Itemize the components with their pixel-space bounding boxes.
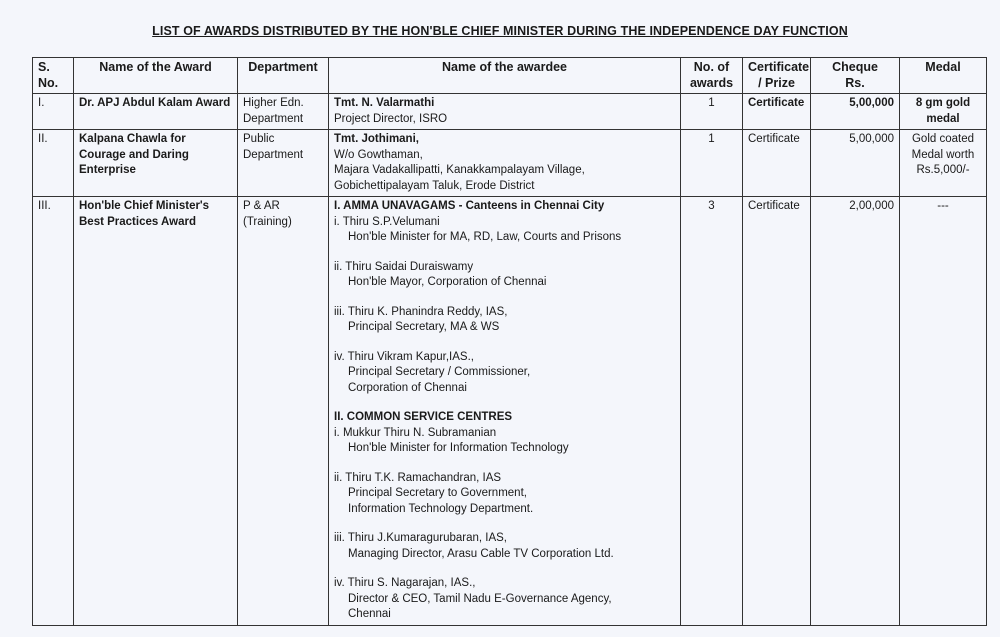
awardee-name: iii. Thiru K. Phanindra Reddy, IAS, [334,305,508,318]
cell-awardee [329,130,681,197]
awardee-line: Principal Secretary / Commissioner, [348,366,531,378]
awardee-name: i. Thiru S.P.Velumani [334,215,440,228]
awardee-line: Hon'ble Minister for Information Technology [348,442,569,454]
cell-department: Higher Edn. Department [238,94,329,130]
awardee-line: Corporation of Chennai [348,381,467,394]
awardee-name: iii. Thiru J.Kumaragurubaran, IAS, [334,532,508,544]
cell-medal: 8 gm gold medal [900,94,987,130]
cell-department: P & AR (Training) [238,197,329,626]
cell-certificate: Certificate [743,94,811,130]
awardee-entry [334,305,675,336]
awardee-line: Project Director, ISRO [334,112,448,125]
awardee-name: Tmt. Jothimani, [334,133,419,145]
cell-certificate: Certificate [743,130,811,197]
awardee-line: Majara Vadakallipatti, Kanakkampalayam Village, [334,164,585,176]
cell-award: Hon'ble Chief Minister's Best Practices Award [74,197,238,626]
awardee-line: Hon'ble Minister for MA, RD, Law, Courts and Prisons [348,231,622,243]
awardee-entry [334,576,675,623]
cell-num-awards: 1 [681,94,743,130]
header-sno: S. No. [33,58,74,94]
header-row [33,58,987,94]
awardee-entry [334,260,675,291]
cell-sno: I. [33,94,74,130]
awardee-line: Gobichettipalayam Taluk, Erode District [334,179,535,192]
awardee-name: ii. Thiru Saidai Duraiswamy [334,260,474,273]
section-title: II. COMMON SERVICE CENTRES [334,411,513,423]
awardee-line: Director & CEO, Tamil Nadu E-Governance Agency, [348,592,612,605]
cell-medal: --- [900,197,987,626]
cell-cheque: 2,00,000 [811,197,900,626]
header-awardee: Name of the awardee [329,58,681,94]
cell-num-awards: 3 [681,197,743,626]
table-row [33,94,987,130]
cell-cheque: 5,00,000 [811,130,900,197]
table-row [33,197,987,626]
awards-table [32,57,987,626]
awardee-entry [334,426,675,457]
page-title: LIST OF AWARDS DISTRIBUTED BY THE HON'BLE CHIEF MINISTER DURING THE INDEPENDENCE DAY FUNCTION [152,24,848,38]
awardee-line: W/o Gowthaman, [334,148,423,161]
cell-awardee [329,94,681,130]
section-title: I. AMMA UNAVAGAMS - Canteens in Chennai City [334,200,605,212]
awardee-name: ii. Thiru T.K. Ramachandran, IAS [334,471,502,484]
cell-award: Dr. APJ Abdul Kalam Award [74,94,238,130]
cell-department: Public Department [238,130,329,197]
awardee-line: Information Technology Department. [348,502,534,515]
cell-medal: Gold coated Medal worth Rs.5,000/- [900,130,987,197]
awardee-entry [334,531,675,562]
header-award: Name of the Award [74,58,238,94]
awardee-line: Chennai [348,608,391,620]
header-medal: Medal [900,58,987,94]
awardee-name: i. Mukkur Thiru N. Subramanian [334,426,497,439]
header-certificate: Certificate / Prize [743,58,811,94]
awardee-line: Principal Secretary to Government, [348,487,527,499]
cell-awardee [329,197,681,626]
awardee-name: Tmt. N. Valarmathi [334,97,435,109]
awardee-line: Managing Director, Arasu Cable TV Corporation Ltd. [348,547,614,560]
table-row [33,130,987,197]
header-cheque: Cheque Rs. [811,58,900,94]
cell-cheque: 5,00,000 [811,94,900,130]
awardee-entry [334,215,675,246]
header-department: Department [238,58,329,94]
cell-award: Kalpana Chawla for Courage and Daring Enterprise [74,130,238,197]
awardee-entry [334,350,675,397]
awardee-name: iv. Thiru Vikram Kapur,IAS., [334,350,474,363]
header-num-awards: No. of awards [681,58,743,94]
awardee-line: Principal Secretary, MA & WS [348,321,500,333]
cell-certificate: Certificate [743,197,811,626]
awardee-name: iv. Thiru S. Nagarajan, IAS., [334,577,476,589]
cell-sno: II. [33,130,74,197]
awardee-entry [334,471,675,518]
awardee-line: Hon'ble Mayor, Corporation of Chennai [348,276,547,288]
cell-num-awards: 1 [681,130,743,197]
cell-sno: III. [33,197,74,626]
